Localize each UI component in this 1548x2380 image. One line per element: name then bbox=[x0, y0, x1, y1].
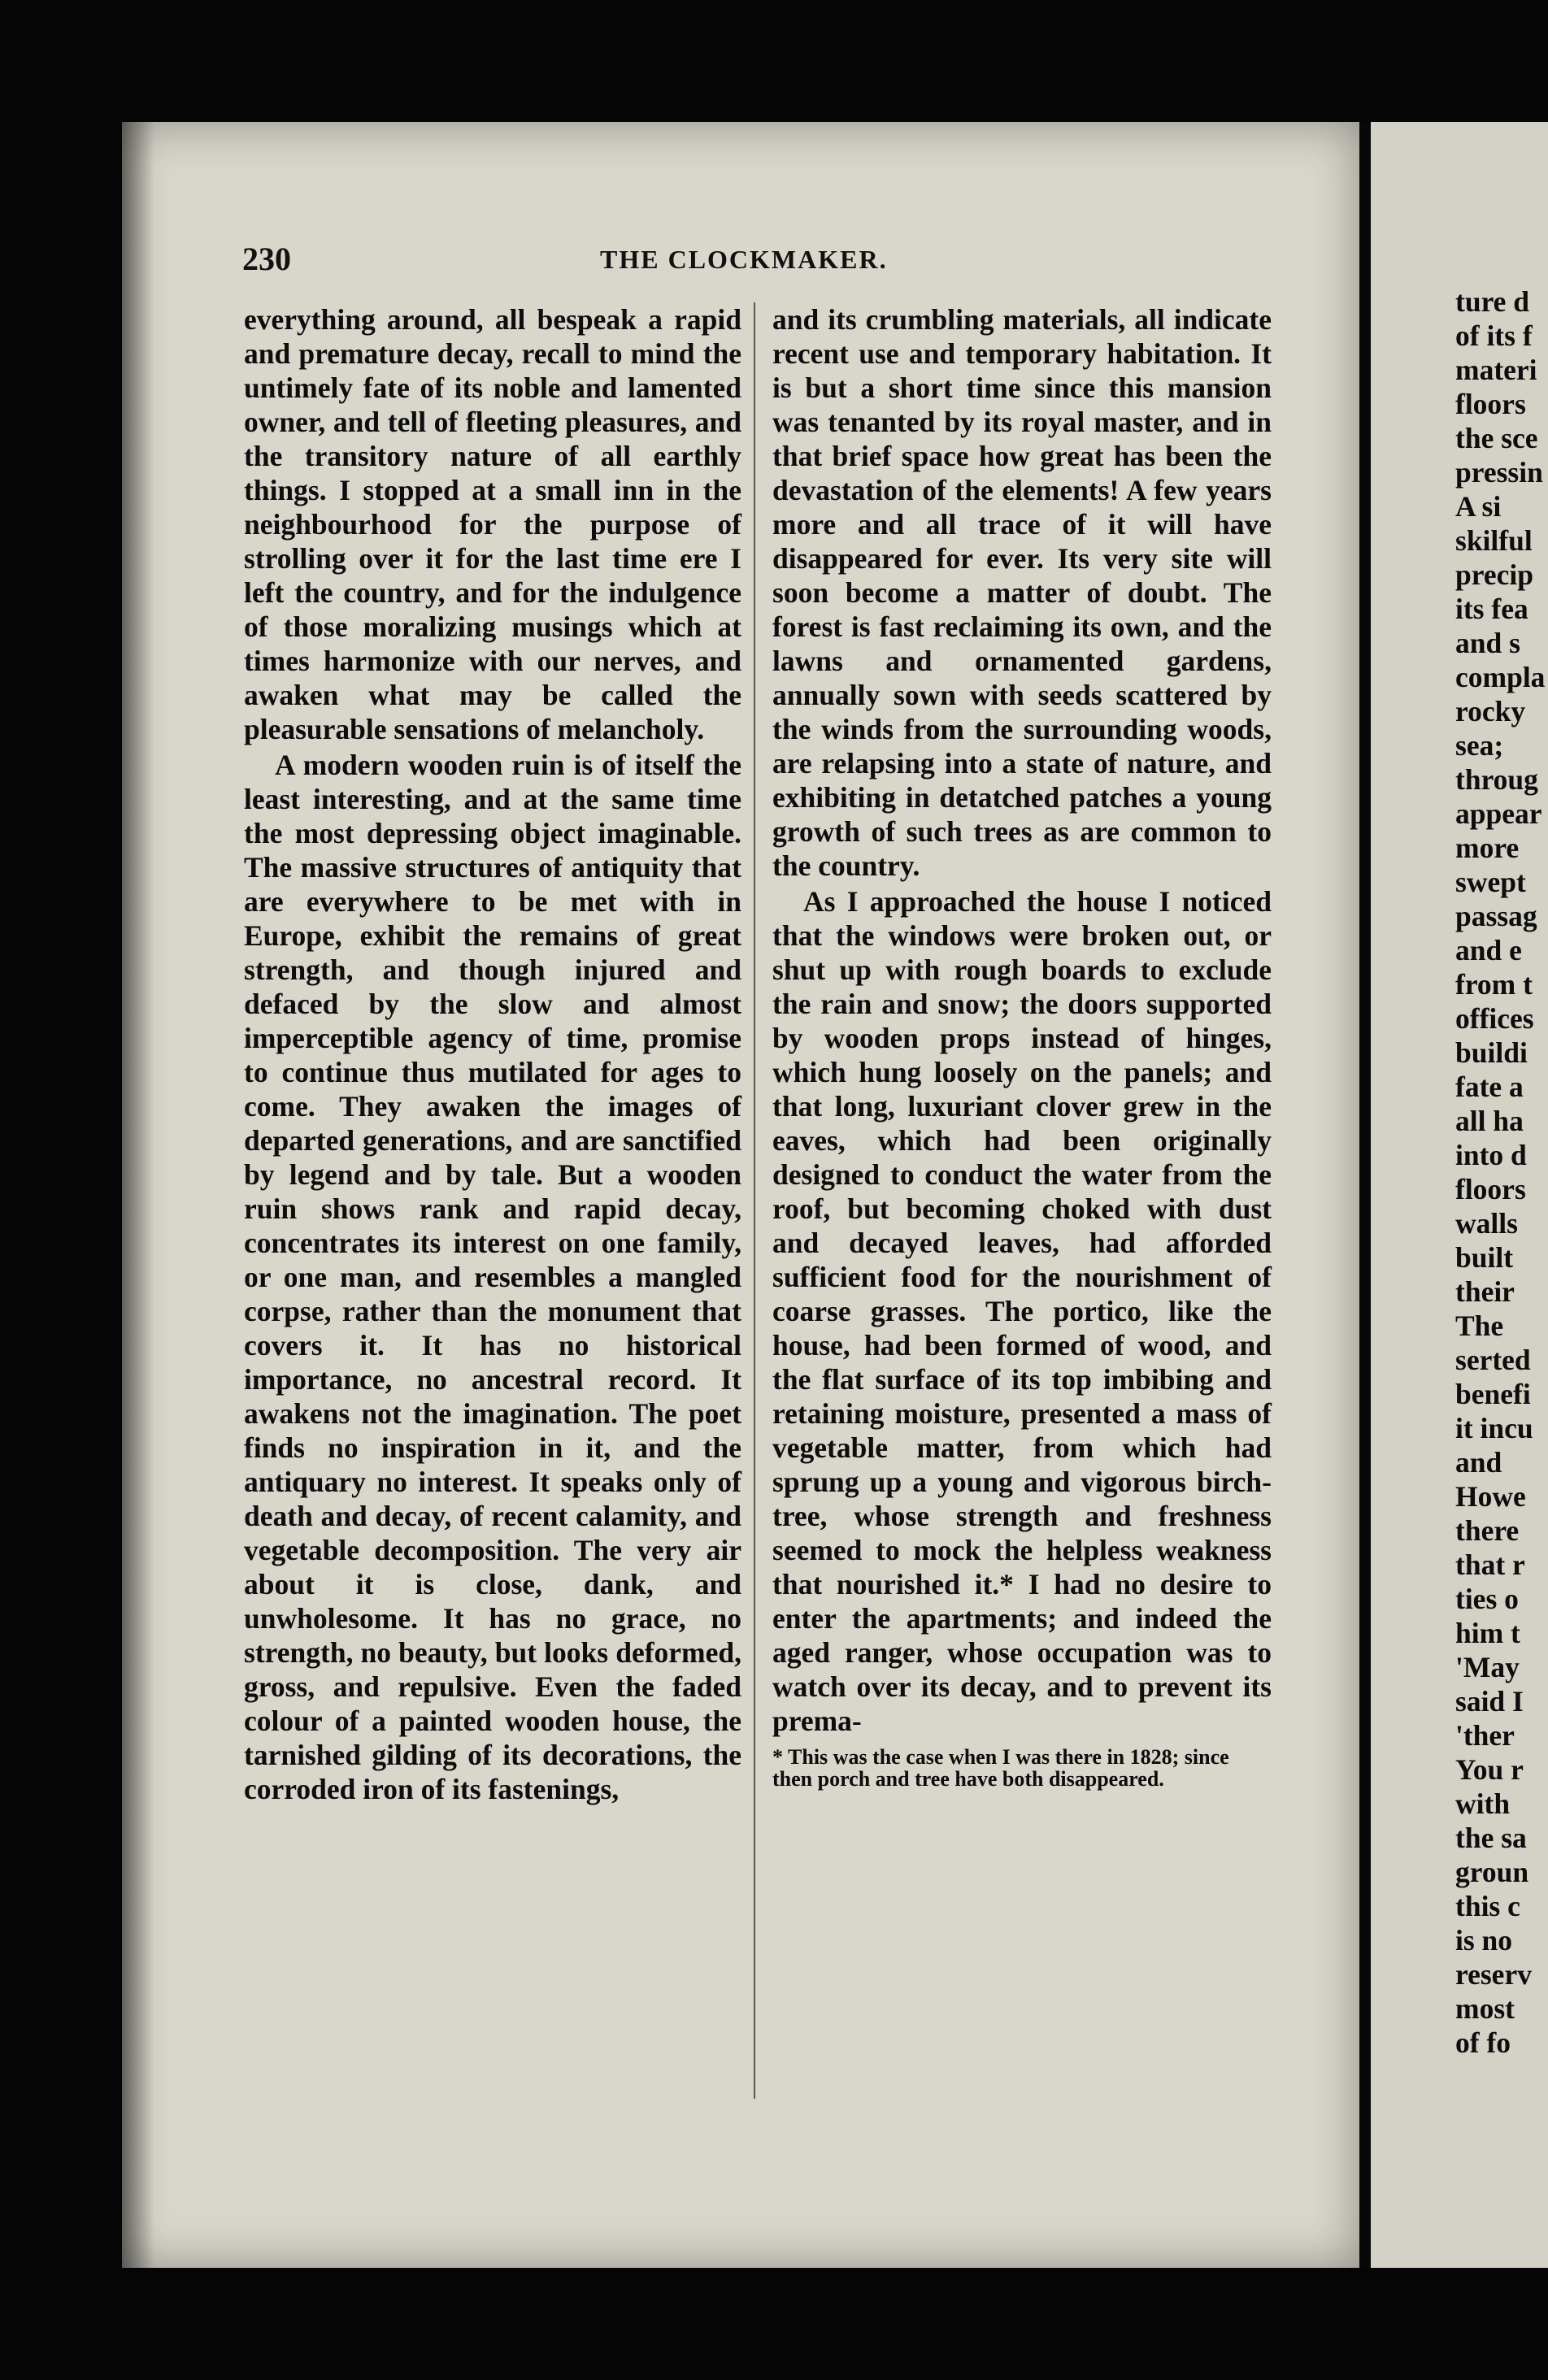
facing-page-line: The bbox=[1455, 1309, 1504, 1342]
facing-page-line: appear bbox=[1455, 797, 1542, 830]
facing-page-line: throug bbox=[1455, 763, 1538, 796]
facing-page-text-fragments bbox=[1455, 284, 1548, 2060]
facing-page-line: benefi bbox=[1455, 1378, 1531, 1410]
facing-page-line: their bbox=[1455, 1275, 1515, 1308]
facing-page-line: passag bbox=[1455, 900, 1537, 932]
facing-page-line: rocky bbox=[1455, 695, 1526, 727]
facing-page-line: with bbox=[1455, 1787, 1511, 1820]
facing-page-line: and e bbox=[1455, 934, 1522, 966]
book-gutter bbox=[1359, 122, 1371, 2268]
facing-page-line: its fea bbox=[1455, 593, 1528, 625]
facing-page-line: the sce bbox=[1455, 422, 1538, 454]
facing-page-line: ties o bbox=[1455, 1583, 1519, 1615]
paragraph: As I approached the house I noticed that the windows were broken out, or shut up with rough boards to exclude the rain and snow; the doors supported by wooden props instead of hinges, which hung loosely on the panels; and that long, luxuriant clover grew in the eaves, which had been originally designed to conduct the water from the roof, but becoming choked with dust and decayed leaves, had afforded sufficient food for the nourishment of coarse grasses. The portico, like the house, had been formed of wood, and the flat surface of its top imbibing and retaining moisture, presented a mass of vegetable matter, from which had sprung up a young and vigorous birch-tree, whose strength and freshness seemed to mock the helpless weakness that nourished it.* I had no desire to enter the apartments; and indeed the aged ranger, whose occupation was to watch over its decay, and to prevent its prema- bbox=[772, 885, 1272, 1737]
facing-page-line: more bbox=[1455, 832, 1520, 864]
facing-page-line: and s bbox=[1455, 627, 1520, 659]
paragraph: A modern wooden ruin is of itself the least interesting, and at the same time the most depressing object imaginable. The massive structures of antiquity that are everywhere to be met with in Europe, exhibit the remains of great strength, and though injured and defaced by the slow and almost imperceptible agency of time, promise to continue thus mutilated for ages to come. They awaken the images of departed generations, and are sanctified by legend and by tale. But a wooden ruin shows rank and rapid decay, concentrates its interest on one family, or one man, and resembles a mangled corpse, rather than the monument that covers it. It has no historical importance, no ancestral record. It awakens not the imagination. The poet finds no inspiration in it, and the antiquary no interest. It speaks only of death and decay, of recent calamity, and vegetable decomposition. The very air about it is close, dank, and unwholesome. It has no grace, no strength, no beauty, but looks deformed, gross, and repulsive. Even the faded colour of a painted wooden house, the tarnished gilding of its decorations, the corroded iron of its fastenings, bbox=[244, 749, 741, 1805]
footnote: * This was the case when I was there in 1828; since then porch and tree have both disappeared. bbox=[772, 1745, 1229, 1791]
facing-page-line: into d bbox=[1455, 1139, 1527, 1171]
facing-page-line: that r bbox=[1455, 1548, 1525, 1581]
facing-page-line: 'May bbox=[1455, 1651, 1520, 1683]
facing-page-line: sea; bbox=[1455, 729, 1504, 762]
right-text-column bbox=[772, 302, 1272, 1790]
facing-page-line: and bbox=[1455, 1446, 1502, 1479]
facing-page-line: Howe bbox=[1455, 1480, 1526, 1513]
facing-page-line: most bbox=[1455, 1992, 1515, 2025]
facing-page-line: compla bbox=[1455, 661, 1546, 693]
facing-page-line: from t bbox=[1455, 968, 1533, 1001]
left-text-column bbox=[244, 302, 741, 1806]
facing-page-line: pressin bbox=[1455, 456, 1543, 489]
facing-page-line: A si bbox=[1455, 490, 1502, 523]
facing-page-line: You r bbox=[1455, 1753, 1524, 1786]
facing-page-line: all ha bbox=[1455, 1105, 1524, 1137]
facing-page-line: the sa bbox=[1455, 1822, 1527, 1854]
paragraph: everything around, all bespeak a rapid and premature decay, recall to mind the untimely fate of its noble and lamented owner, and tell of fleeting pleasures, and the transitory nature of all earthly things. I stopped at a small inn in the neighbourhood for the purpose of strolling over it for the last time ere I left the country, and for the indulgence of those moralizing musings which at times harmonize with our nerves, and awaken what may be called the pleasurable sensations of melancholy. bbox=[244, 303, 741, 745]
facing-page-line: of fo bbox=[1455, 2026, 1511, 2059]
facing-page-line: fate a bbox=[1455, 1071, 1524, 1103]
paragraph: and its crumbling materials, all indicate recent use and temporary habitation. It is but a short time since this mansion was tenanted by its royal master, and in that brief space how great has been the devastation of the elements! A few years more and all trace of it will have disappeared for ever. Its very site will soon become a matter of doubt. The forest is fast reclaiming its own, and the lawns and ornamented gardens, annually sown with seeds scattered by the winds from the surrounding woods, are relapsing into a state of nature, and exhibiting in detatched patches a young growth of such trees as are common to the country. bbox=[772, 303, 1272, 882]
page-number: 230 bbox=[242, 241, 291, 277]
facing-page-line: there bbox=[1455, 1514, 1520, 1547]
facing-page-line: floors bbox=[1455, 388, 1526, 420]
page-header bbox=[242, 240, 1275, 276]
facing-page-line: it incu bbox=[1455, 1412, 1533, 1444]
facing-page-line: built bbox=[1455, 1241, 1514, 1274]
facing-page-line: swept bbox=[1455, 866, 1526, 898]
facing-page-line: floors bbox=[1455, 1173, 1526, 1205]
facing-page-line: is no bbox=[1455, 1924, 1513, 1957]
facing-page-line: walls bbox=[1455, 1207, 1518, 1240]
facing-page-line: 'ther bbox=[1455, 1719, 1515, 1752]
facing-page-line: skilful bbox=[1455, 524, 1533, 557]
facing-page-line: serted bbox=[1455, 1344, 1531, 1376]
facing-page-line: materi bbox=[1455, 354, 1537, 386]
facing-page-line: groun bbox=[1455, 1856, 1529, 1888]
column-divider bbox=[754, 302, 755, 2099]
facing-page-line: of its f bbox=[1455, 319, 1533, 352]
facing-page-line: said I bbox=[1455, 1685, 1524, 1718]
facing-page-line: ture d bbox=[1455, 285, 1530, 318]
facing-page-line: him t bbox=[1455, 1617, 1520, 1649]
facing-page-line: buildi bbox=[1455, 1036, 1528, 1069]
facing-page-line: precip bbox=[1455, 558, 1533, 591]
running-head: THE CLOCKMAKER. bbox=[600, 245, 888, 274]
facing-page-line: reserv bbox=[1455, 1958, 1532, 1991]
facing-page-line: this c bbox=[1455, 1890, 1520, 1922]
facing-page-line: offices bbox=[1455, 1002, 1534, 1035]
